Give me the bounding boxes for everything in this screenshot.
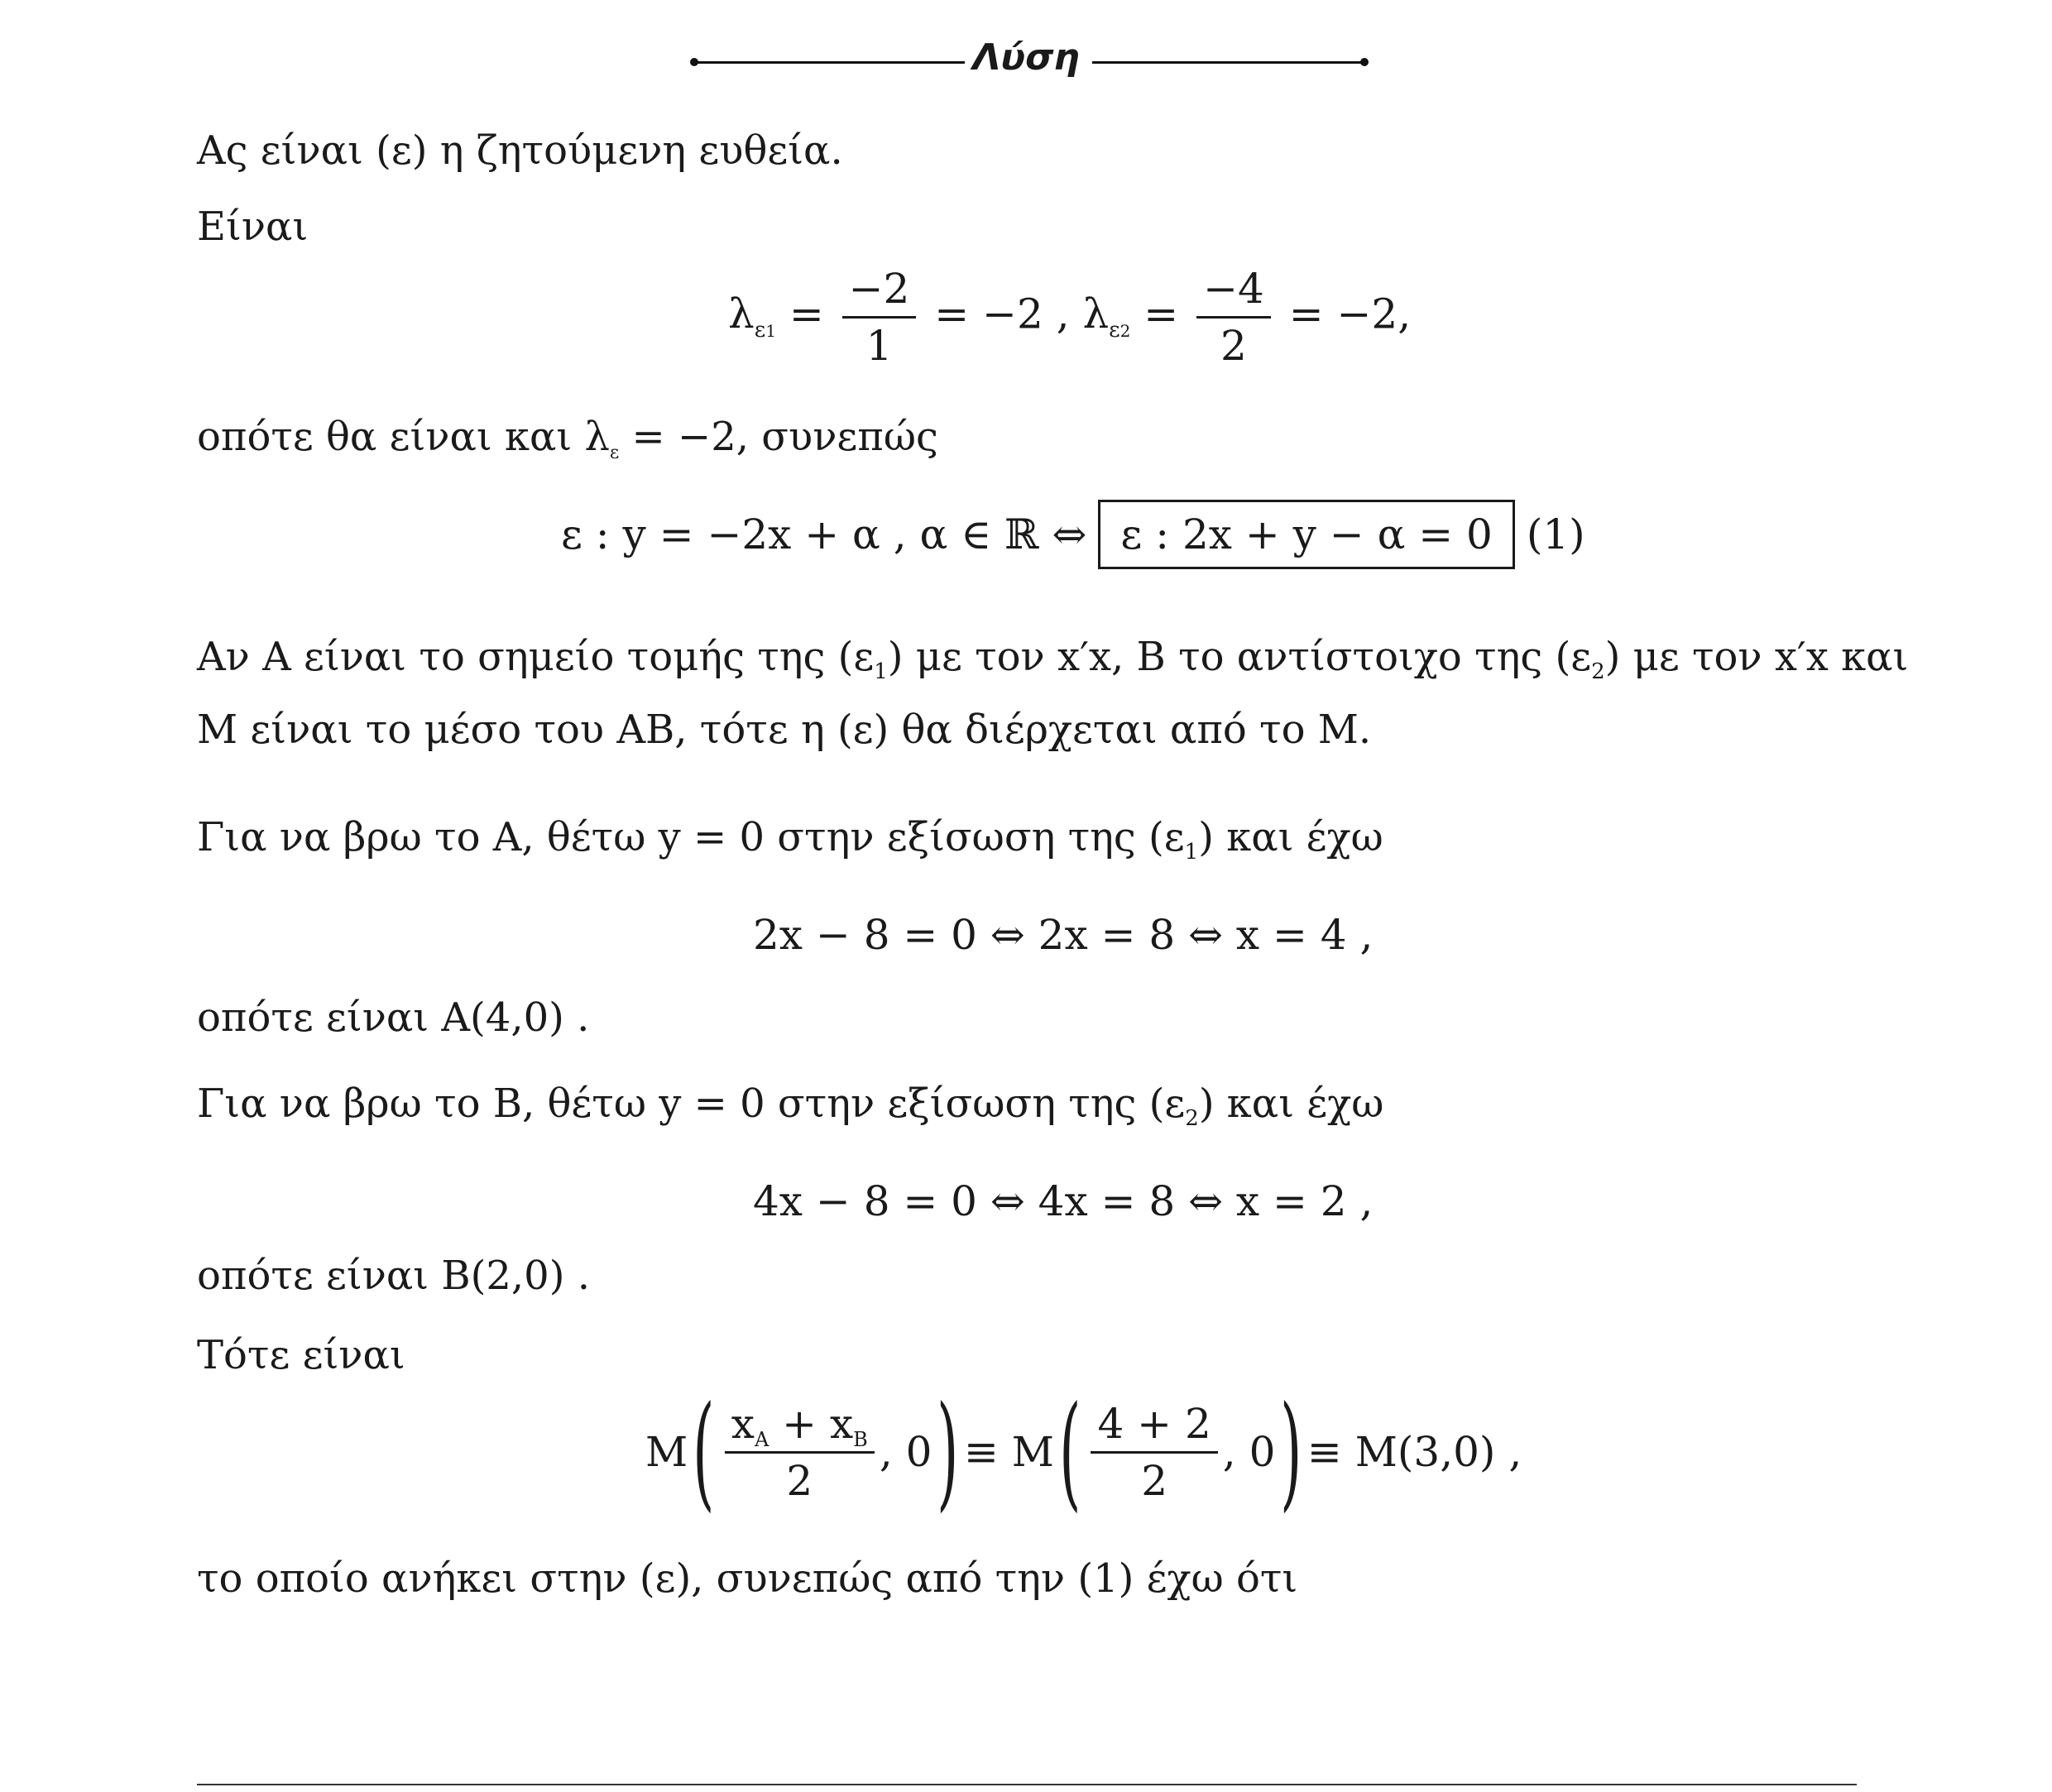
lambda-1-sub: ε bbox=[754, 317, 766, 343]
equation-line bbox=[561, 500, 1585, 569]
line-4-sub-1: 1 bbox=[874, 659, 888, 684]
equation-slopes bbox=[728, 265, 1411, 370]
line-8-b: ) και έχω bbox=[1198, 1080, 1384, 1127]
line-6 bbox=[197, 812, 1383, 865]
xa-sub: A bbox=[754, 1427, 770, 1451]
fraction-1 bbox=[842, 265, 917, 370]
equation-line-left: ε : y = −2x + α , α ∈ ℝ ⇔ bbox=[561, 510, 1087, 558]
right-paren-2: ) bbox=[1280, 1380, 1302, 1524]
line-4 bbox=[197, 632, 1908, 682]
midpoint-m-1: M bbox=[645, 1428, 688, 1476]
equals-2: = bbox=[1143, 290, 1179, 338]
line-5: Μ είναι το μέσο του ΑΒ, τότε η (ε) θα διέρχεται από το Μ. bbox=[197, 707, 1372, 753]
midpoint-fraction-2-numerator: 4 + 2 bbox=[1091, 1400, 1217, 1454]
midpoint-fraction-1 bbox=[725, 1400, 875, 1505]
midpoint-fraction-1-numerator bbox=[725, 1400, 875, 1454]
line-8-sub: 2 bbox=[1185, 1106, 1199, 1131]
line-2: Είναι bbox=[197, 204, 309, 250]
line-10: Τότε είναι bbox=[197, 1332, 405, 1378]
line-1: Ας είναι (ε) η ζητούμενη ευθεία. bbox=[197, 127, 843, 174]
line-11: το οποίο ανήκει στην (ε), συνεπώς από την (1) έχω ότι bbox=[197, 1555, 1298, 1602]
line-9: οπότε είναι Β(2,0) . bbox=[197, 1253, 590, 1299]
midpoint-fraction-1-denominator: 2 bbox=[786, 1456, 813, 1505]
line-6-b: ) και έχω bbox=[1198, 814, 1383, 860]
equation-midpoint bbox=[645, 1382, 1522, 1522]
equiv-2: ≡ M(3,0) , bbox=[1306, 1428, 1522, 1476]
line-8-a: Για να βρω το Β, θέτω y = 0 στην εξίσωση της (ε bbox=[197, 1080, 1186, 1127]
line-3 bbox=[197, 412, 938, 462]
equation-b: 4x − 8 = 0 ⇔ 4x = 8 ⇔ x = 2 , bbox=[753, 1177, 1374, 1225]
left-paren-1: ( bbox=[693, 1380, 715, 1524]
boxed-equation: ε : 2x + y − α = 0 bbox=[1098, 500, 1514, 569]
bottom-rule bbox=[197, 1784, 1857, 1785]
line-4-b: ) με τον x′x, Β το αντίστοιχο της (ε bbox=[887, 634, 1592, 680]
line-6-sub: 1 bbox=[1184, 840, 1199, 865]
plus-xb: + x bbox=[769, 1399, 854, 1448]
line-7: οπότε είναι Α(4,0) . bbox=[197, 994, 590, 1041]
xa-x: x bbox=[731, 1399, 755, 1448]
line-3-prefix: οπότε θα είναι και λ bbox=[197, 414, 610, 460]
result-1: = −2 , bbox=[934, 290, 1070, 338]
midpoint-tail-1: , 0 bbox=[879, 1428, 933, 1476]
section-title: Λύση bbox=[972, 36, 1080, 79]
fraction-2 bbox=[1196, 265, 1271, 370]
fraction-1-numerator: −2 bbox=[842, 265, 917, 319]
result-2: = −2, bbox=[1288, 290, 1412, 338]
line-4-c: ) με τον x′x και bbox=[1604, 634, 1909, 680]
right-paren-1: ) bbox=[937, 1380, 959, 1524]
equation-a: 2x − 8 = 0 ⇔ 2x = 8 ⇔ x = 4 , bbox=[753, 911, 1374, 959]
title-rule-left bbox=[695, 61, 965, 64]
lambda-1-sub-index: 1 bbox=[765, 320, 776, 341]
equals-1: = bbox=[789, 290, 824, 338]
title-rule-right bbox=[1092, 61, 1365, 64]
lambda-2-sub-index: 2 bbox=[1119, 320, 1131, 341]
midpoint-tail-2: , 0 bbox=[1222, 1428, 1276, 1476]
equiv-1: ≡ M bbox=[963, 1428, 1054, 1476]
lambda-2-sub: ε bbox=[1109, 317, 1120, 343]
line-3-sub: ε bbox=[609, 443, 620, 463]
lambda-2: λ bbox=[1082, 290, 1110, 338]
line-4-a: Αν Α είναι το σημείο τομής της (ε bbox=[197, 634, 875, 680]
line-3-suffix: = −2, συνεπώς bbox=[619, 414, 938, 460]
fraction-2-numerator: −4 bbox=[1196, 265, 1271, 319]
title-dot-right bbox=[1360, 58, 1369, 66]
line-8 bbox=[197, 1079, 1384, 1131]
line-6-a: Για να βρω το Α, θέτω y = 0 στην εξίσωση της (ε bbox=[197, 814, 1185, 860]
fraction-1-denominator: 1 bbox=[865, 322, 893, 370]
line-4-sub-2: 2 bbox=[1591, 659, 1605, 684]
lambda-1: λ bbox=[728, 290, 755, 338]
midpoint-fraction-2-denominator: 2 bbox=[1141, 1456, 1168, 1505]
xb-sub: B bbox=[853, 1427, 868, 1451]
left-paren-2: ( bbox=[1059, 1380, 1081, 1524]
fraction-2-denominator: 2 bbox=[1220, 322, 1247, 370]
equation-tag: (1) bbox=[1526, 510, 1585, 558]
midpoint-fraction-2 bbox=[1091, 1400, 1217, 1505]
